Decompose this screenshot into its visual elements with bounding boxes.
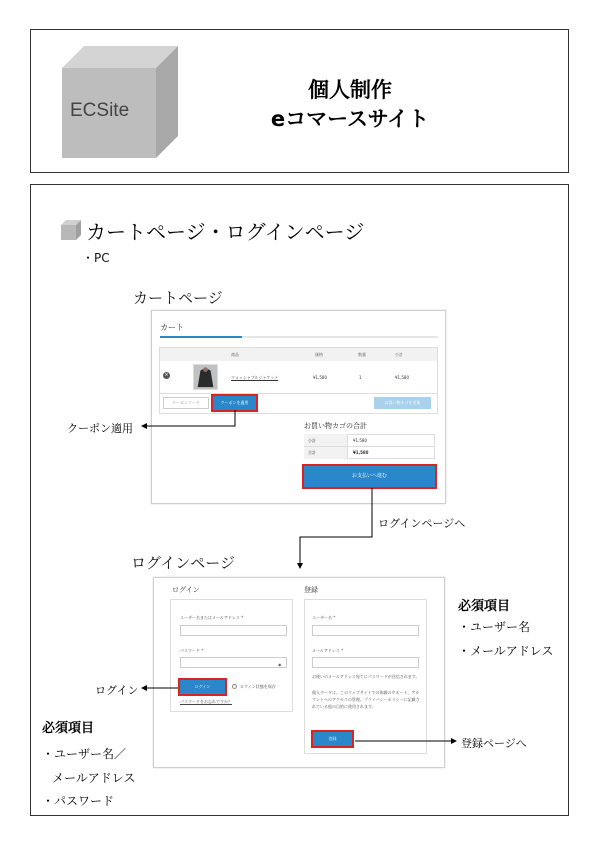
login-annotation: ログイン	[95, 684, 139, 697]
required-right-item-2: ・メールアドレス	[458, 644, 554, 658]
coupon-row-divider	[160, 393, 437, 394]
required-left-item-3: ・パスワード	[42, 794, 115, 808]
col-price: 価格	[315, 352, 323, 357]
username-input[interactable]	[180, 625, 287, 636]
remember-me-checkbox[interactable]	[232, 684, 237, 689]
col-qty: 数量	[358, 352, 366, 357]
totals-total-label: 合計	[308, 450, 316, 455]
register-panel-title: 登録	[304, 586, 318, 594]
checkout-button[interactable]: お支払いへ進む	[304, 466, 435, 487]
login-panel-title: ログイン	[172, 586, 200, 594]
required-left-item-1: ・ユーザー名／	[42, 747, 127, 761]
item-subtotal: ¥1,580	[395, 375, 409, 380]
required-left-item-2: メールアドレス	[52, 771, 136, 785]
section-title: カートページ・ログインページ	[86, 220, 365, 244]
password-label: パスワード *	[180, 648, 204, 653]
cube-bullet-icon	[61, 220, 81, 240]
remove-item-icon[interactable]: ×	[164, 372, 169, 378]
cart-title: カート	[160, 323, 184, 332]
lost-password-link[interactable]: パスワードをお忘れですか？	[180, 699, 232, 704]
logo-text: ECSite	[70, 100, 130, 121]
cart-update-button[interactable]: お買い物カゴを更新	[374, 397, 431, 409]
reg-password-note: お使いのメールアドレス宛てにパスワードが送信されます。	[312, 674, 420, 679]
reg-email-label: メールアドレス *	[312, 648, 344, 653]
col-product: 商品	[231, 352, 239, 357]
totals-subtotal-value: ¥1,580	[353, 438, 367, 443]
to-login-annotation: ログインページへ	[378, 517, 466, 530]
required-right-item-1: ・ユーザー名	[458, 620, 531, 634]
reg-privacy-note: 個人データは、このウェブサイトでの体験のサポート、アカウントへのアクセスの管理、プライバシーポリシーに記載されている他の目的に使用されます。	[312, 690, 420, 709]
login-page-heading: ログインページ	[131, 554, 235, 572]
required-right-title: 必須項目	[458, 599, 511, 614]
reg-username-label: ユーザー名 *	[312, 615, 336, 620]
remember-me-label: ログイン状態を保存	[240, 684, 276, 689]
page-title-line1: 個人制作	[308, 78, 392, 102]
login-button[interactable]: ログイン	[180, 680, 225, 694]
to-register-annotation: 登録ページへ	[461, 737, 527, 750]
coupon-annotation: クーポン適用	[67, 422, 133, 435]
product-link[interactable]: ウォッシャブルジャケット	[231, 375, 279, 380]
col-subtotal: 小計	[395, 352, 403, 357]
totals-subtotal-label: 小計	[308, 438, 316, 443]
device-label: ・PC	[82, 251, 110, 265]
item-price: ¥1,580	[313, 375, 327, 380]
username-label: ユーザー名またはメールアドレス *	[180, 615, 244, 620]
show-password-icon[interactable]: ◉	[278, 662, 282, 667]
reg-email-input[interactable]	[312, 657, 419, 668]
password-input[interactable]	[180, 657, 287, 668]
cart-totals-title: お買い物カゴの合計	[304, 422, 367, 430]
totals-total-value: ¥1,580	[353, 450, 369, 455]
cart-page-heading: カートページ	[133, 289, 223, 307]
coupon-input[interactable]: クーポンコード	[163, 397, 209, 409]
reg-username-input[interactable]	[312, 625, 419, 636]
item-qty[interactable]: 1	[359, 375, 362, 380]
product-thumbnail[interactable]	[193, 364, 218, 390]
register-button[interactable]: 登録	[313, 732, 352, 746]
cart-totals-divider	[304, 446, 435, 447]
coupon-apply-button[interactable]: クーポンを適用	[213, 396, 256, 410]
required-left-title: 必須項目	[42, 721, 95, 736]
page-title-line2: eコマースサイト	[270, 107, 430, 131]
cart-title-underline-accent	[160, 336, 242, 338]
